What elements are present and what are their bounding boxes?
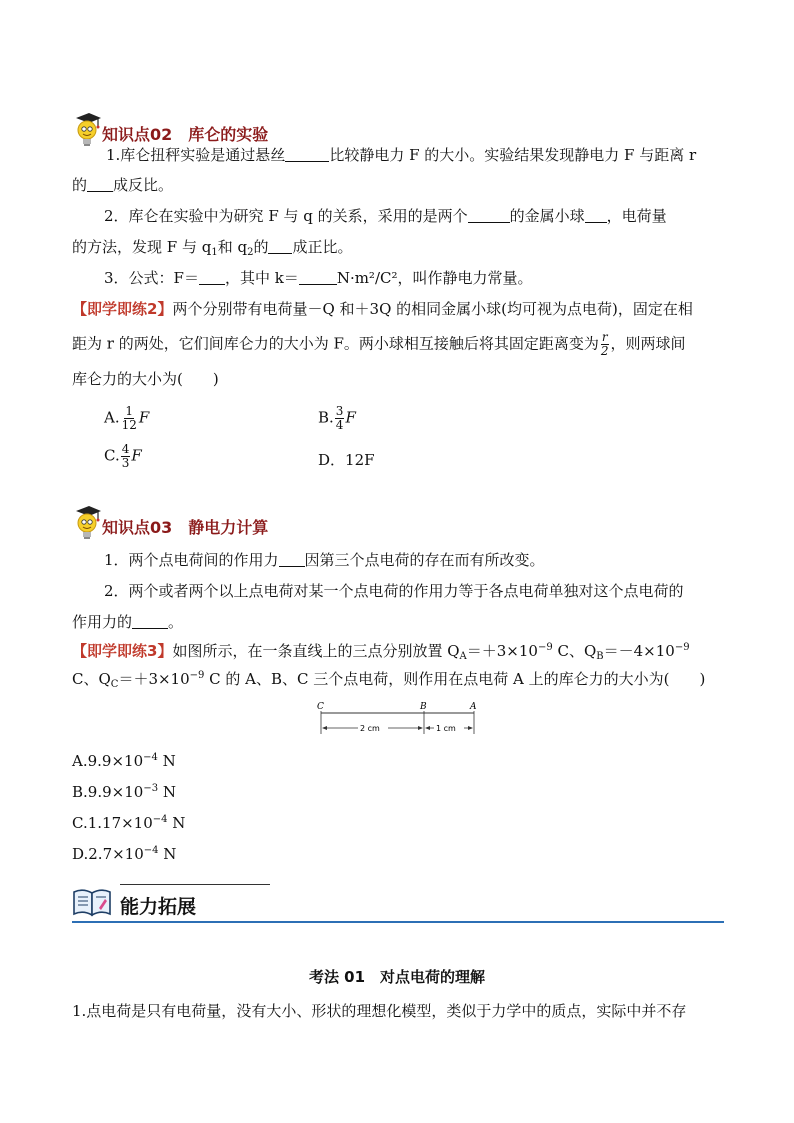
fill-blank <box>468 208 510 223</box>
arrow-left <box>425 726 430 730</box>
fill-blank <box>199 270 225 285</box>
point-label-c: C <box>317 702 324 712</box>
kp03-line-3 <box>72 611 183 633</box>
subscript: B <box>596 651 604 662</box>
fill-blank <box>285 147 329 162</box>
exponent: −9 <box>189 670 205 681</box>
text: C、Q <box>552 642 597 660</box>
text: ，其中 k＝ <box>224 269 299 287</box>
point-label-a: A <box>470 702 477 712</box>
text: A. <box>104 408 120 427</box>
exponent: −4 <box>143 752 158 763</box>
numerator: 1 <box>125 404 134 418</box>
text: C. <box>104 446 120 465</box>
option-d[interactable] <box>72 843 176 865</box>
text: ，则两球间 <box>610 334 686 353</box>
option-c[interactable] <box>104 443 142 470</box>
text: F <box>138 408 150 427</box>
option-b[interactable] <box>72 781 176 803</box>
section-title: 知识点02 库仑的实验 <box>102 125 269 144</box>
text: 1.点电荷是只有电荷量，没有大小、形状的理想化模型，类似于力学中的质点，实际中并不存 <box>72 1002 687 1020</box>
text: 的 <box>72 176 88 194</box>
text: C、Q <box>72 670 111 688</box>
text: ，电荷量 <box>606 207 667 225</box>
exercise-tag: 【即学即练2】 <box>72 300 173 318</box>
text: 1.库仑扭秤实验是通过悬丝 <box>106 146 286 164</box>
fraction <box>121 405 138 432</box>
option-b[interactable] <box>318 405 356 432</box>
bulb-graduate-icon <box>72 505 102 541</box>
point-label-b: B <box>420 702 427 712</box>
exponent: −3 <box>143 783 159 794</box>
text: 。 <box>168 613 184 631</box>
text: N <box>157 752 176 770</box>
ability-paragraph-1 <box>72 1000 686 1022</box>
fill-blank <box>87 177 113 192</box>
subscript: C <box>110 679 119 690</box>
fill-blank <box>299 270 337 285</box>
arrow-right <box>468 726 473 730</box>
fraction <box>121 443 131 470</box>
text: 因第三个点电荷的存在而有所改变。 <box>304 551 545 569</box>
text: F <box>131 446 142 465</box>
numerator: 3 <box>335 404 344 418</box>
subsection-title: 考法 01 对点电荷的理解 <box>308 968 486 986</box>
exponent: −9 <box>537 642 553 653</box>
arrow-left <box>322 726 327 730</box>
kp02-line-5 <box>104 267 533 289</box>
kp02-line-1 <box>106 144 696 166</box>
exponent: −4 <box>143 845 159 856</box>
text: ＝－4×10 <box>603 642 675 660</box>
denominator: 3 <box>121 456 130 470</box>
header-top-rule <box>120 884 270 885</box>
kp02-line-2 <box>72 174 173 196</box>
text: N <box>158 783 176 801</box>
text: 如图所示，在一条直线上的三点分别放置 Q <box>172 642 460 660</box>
text: F <box>345 408 356 427</box>
text: 2．库仑在实验中为研究 F 与 q 的关系，采用的是两个 <box>104 207 468 225</box>
text: D．12F <box>318 451 375 469</box>
distance-ba: 1 cm <box>436 724 456 733</box>
text: B. <box>318 408 334 427</box>
header-underline <box>72 921 724 923</box>
option-a[interactable] <box>72 750 176 772</box>
text: C 的 A、B、C 三个点电荷，则作用在点电荷 A 上的库仑力的大小为( ) <box>204 670 706 688</box>
fill-blank <box>268 239 292 254</box>
kp03-line-1 <box>104 549 545 571</box>
exercise-2-line-3 <box>72 368 219 390</box>
numerator: r <box>601 330 608 344</box>
text: 距为 r 的两处，它们间库仑力的大小为 F。两小球相互接触后将其固定距离变为 <box>72 334 599 353</box>
text: N <box>158 845 177 863</box>
fraction <box>335 405 345 432</box>
numerator: 4 <box>121 442 130 456</box>
fill-blank <box>279 552 305 567</box>
ability-title: 能力拓展 <box>120 896 197 918</box>
exponent: −4 <box>152 814 168 825</box>
option-a[interactable] <box>104 405 149 432</box>
text: 1．两个点电荷间的作用力 <box>104 551 279 569</box>
text: 的金属小球 <box>509 207 585 225</box>
exercise-tag: 【即学即练3】 <box>72 642 173 660</box>
text: 库仑力的大小为( ) <box>72 370 219 388</box>
denominator: 2 <box>600 344 609 358</box>
text: C.1.17×10 <box>72 814 153 832</box>
section-title: 知识点03 静电力计算 <box>102 518 269 537</box>
text: N·m²/C²，叫作静电力常量。 <box>336 269 533 287</box>
text: 的 <box>253 238 269 256</box>
option-d[interactable] <box>318 449 375 471</box>
distance-cb: 2 cm <box>360 724 380 733</box>
text: 作用力的 <box>72 613 133 631</box>
text: 成正比。 <box>292 238 353 256</box>
option-c[interactable] <box>72 812 185 834</box>
text: 成反比。 <box>113 176 174 194</box>
fraction <box>600 331 610 358</box>
exercise-2-line-2 <box>72 331 686 358</box>
exponent: −9 <box>674 642 690 653</box>
text: ＝＋3×10 <box>466 642 538 660</box>
text: 2．两个或者两个以上点电荷对某一个点电荷的作用力等于各点电荷单独对这个点电荷的 <box>104 582 684 600</box>
text: 比较静电力 F 的大小。实验结果发现静电力 F 与距离 r <box>329 146 697 164</box>
exercise-3-line-1 <box>72 640 690 662</box>
fill-blank <box>585 208 607 223</box>
exercise-2-line-1 <box>72 298 693 320</box>
charge-line-figure <box>312 700 488 740</box>
text: 和 q <box>217 238 248 256</box>
subscript: A <box>459 651 467 662</box>
open-book-icon <box>72 886 112 918</box>
text: D.2.7×10 <box>72 845 144 863</box>
ability-section-header <box>72 880 724 926</box>
text: 的方法，发现 F 与 q <box>72 238 212 256</box>
text: ＝＋3×10 <box>118 670 190 688</box>
arrow-right <box>418 726 423 730</box>
text: 3．公式：F＝ <box>104 269 199 287</box>
text: B.9.9×10 <box>72 783 144 801</box>
text: A.9.9×10 <box>72 752 144 770</box>
denominator: 4 <box>335 418 344 432</box>
kp02-line-3 <box>104 205 667 227</box>
denominator: 12 <box>121 418 137 432</box>
bulb-graduate-icon <box>72 112 102 148</box>
kp03-line-2 <box>104 580 684 602</box>
exercise-3-line-2 <box>72 668 705 690</box>
kp02-line-4: 的方法，发现 F 与 $q_1$和 $q_2$的 成正比。 <box>72 238 353 258</box>
fill-blank <box>132 614 168 629</box>
text: 两个分别带有电荷量－Q 和＋3Q 的相同金属小球(均可视为点电荷)，固定在相 <box>172 300 693 318</box>
text: N <box>167 814 186 832</box>
